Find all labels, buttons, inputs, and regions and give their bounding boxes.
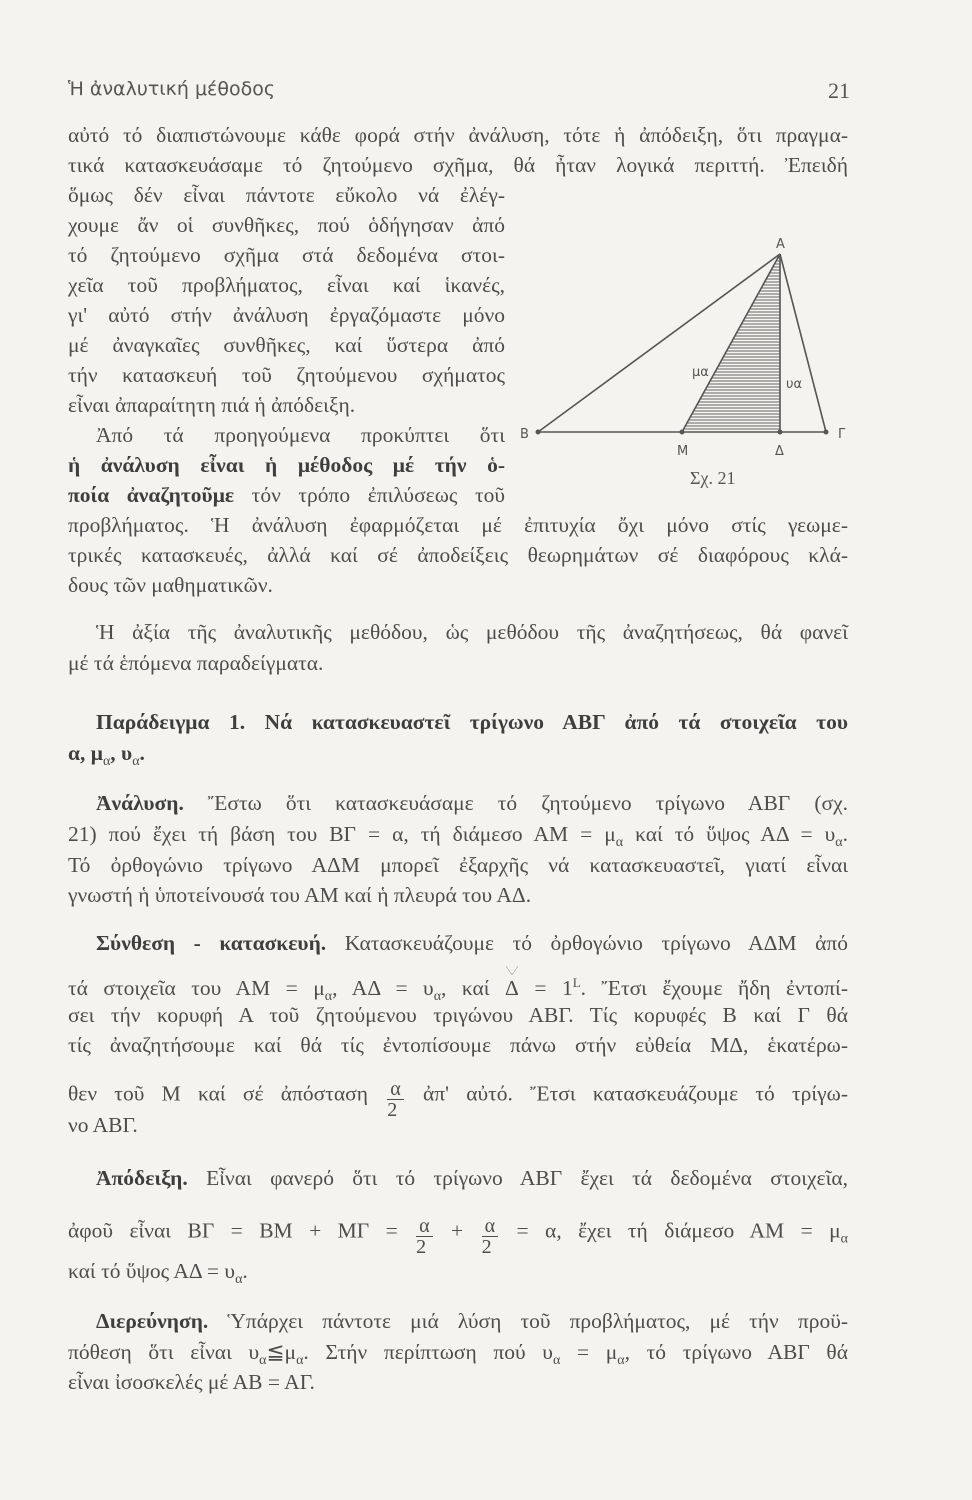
text-run: τίς ἀναζητήσουμε καί θά τίς ἐντοπίσουμε πάνω στήν εὐθεία ΜΔ, ἑκατέρω- — [68, 1033, 848, 1057]
point-m — [680, 430, 685, 435]
text-run: Ὑπάρχει πάντοτε μιά λύση τοῦ προβλήματος, μέ τήν προϋ- — [208, 1309, 848, 1333]
text-line — [68, 572, 848, 598]
text-line — [68, 882, 848, 908]
bold-text: Ἀνάλυση. — [96, 791, 184, 815]
point-g — [824, 430, 829, 435]
label-height: υα — [786, 377, 803, 392]
text-run: = 1 — [518, 976, 573, 1000]
text-run: Ἀπό τά προηγούμενα προκύπτει ὅτι — [96, 423, 505, 447]
text-line — [68, 272, 505, 298]
angle-hat-symbol: Δ — [505, 976, 519, 1000]
subscript: α — [132, 754, 140, 769]
text-run: ≦μ — [266, 1340, 297, 1364]
text-run: , τό τρίγωνο ΑΒΓ θά — [624, 1340, 848, 1364]
figure-21-triangle-diagram — [520, 230, 860, 470]
text-run: 21) πού ἔχει τή βάση του ΒΓ = α, τή διάμεσο ΑΜ = μ — [68, 822, 616, 846]
text-line — [68, 740, 848, 769]
text-line — [68, 182, 505, 208]
fraction-denominator: 2 — [387, 1099, 398, 1121]
text-run: τά στοιχεῖα του ΑΜ = μ — [68, 976, 325, 1000]
bold-text: Ἀπόδειξη. — [96, 1166, 188, 1190]
text-run: γι' αὐτό στήν ἀνάλυση ἐργαζόμαστε μόνο — [68, 303, 505, 327]
text-line — [68, 1339, 848, 1368]
text-run: γνωστή ἡ ὑποτείνουσά του ΑΜ καί ἡ πλευρά του ΑΔ. — [68, 883, 532, 907]
text-run: τόν τρόπο ἐπιλύσεως τοῦ — [234, 483, 505, 507]
text-line — [68, 122, 848, 148]
subscript: α — [296, 1353, 304, 1368]
fraction-denominator: 2 — [481, 1236, 492, 1258]
bold-text: . — [139, 741, 145, 765]
text-run: ἀπ' αὐτό. Ἔτσι κατασκευάζουμε τό τρίγω- — [405, 1081, 848, 1106]
subscript: α — [102, 754, 111, 769]
text-line — [96, 709, 848, 735]
text-line — [96, 790, 848, 816]
label-delta: Δ — [775, 444, 784, 459]
text-line — [68, 821, 848, 850]
text-run: τικά κατασκευάσαμε τό ζητούμενο σχῆμα, θά ἦταν λογικά περιττή. Ἐπειδή — [68, 153, 848, 177]
text-line — [96, 1165, 848, 1191]
text-run: ὅμως δέν εἶναι πάντοτε εὔκολο νά ἐλέγ- — [68, 183, 505, 207]
text-line — [68, 212, 505, 238]
bold-text: ποία ἀναζητοῦμε — [68, 483, 235, 507]
text-line — [68, 1212, 848, 1258]
text-run: . — [842, 822, 848, 846]
label-median: μα — [692, 365, 709, 380]
text-line — [68, 302, 505, 328]
subscript: α — [617, 1353, 625, 1368]
subscript: α — [835, 835, 843, 850]
text-line — [96, 1308, 848, 1334]
text-run: . — [242, 1259, 248, 1283]
text-line — [68, 1369, 848, 1395]
bold-text: α, μ — [68, 741, 103, 765]
point-b — [536, 430, 541, 435]
text-run: Κατασκευάζουμε τό ὀρθογώνιο τρίγωνο ΑΔΜ ἀπό — [326, 931, 848, 955]
text-line — [68, 970, 848, 1004]
fraction — [482, 1216, 498, 1257]
text-run: Ἡ ἀξία τῆς ἀναλυτικῆς μεθόδου, ὡς μεθόδου τῆς ἀναζητήσεως, θά φανεῖ — [96, 620, 848, 644]
text-run: Τό ὀρθογώνιο τρίγωνο ΑΔΜ μπορεῖ ἐξαρχῆς νά κατασκευαστεῖ, γιατί εἶναι — [68, 853, 848, 877]
text-line — [68, 1002, 848, 1028]
text-run: νο ΑΒΓ. — [68, 1113, 138, 1137]
text-run: προβλήματος. Ἡ ἀνάλυση ἐφαρμόζεται μέ ἐπιτυχία ὄχι μόνο στίς γεωμε- — [68, 513, 848, 537]
text-line — [96, 619, 848, 645]
text-run: καί τό ὕψος ΑΔ = υ — [623, 822, 836, 846]
text-run: τρικές κατασκευές, ἀλλά καί σέ ἀποδείξεις θεωρημάτων σέ διαφόρους κλά- — [68, 543, 848, 567]
text-run: χουμε ἄν οἱ συνθῆκες, πού ὁδήγησαν ἀπό — [68, 213, 505, 237]
subscript: α — [324, 989, 333, 1004]
side-ag — [780, 254, 826, 432]
label-a: A — [776, 237, 785, 252]
bold-text: ἡ ἀνάλυση εἶναι ἡ μέθοδος μέ τήν ὁ- — [68, 453, 505, 477]
subscript: α — [552, 1353, 561, 1368]
text-run: . Ἔτσι ἔχουμε ἤδη ἐντοπί- — [580, 976, 848, 1000]
text-line — [68, 852, 848, 878]
text-line — [68, 362, 505, 388]
text-run: τό ζητούμενο σχῆμα στά δεδομένα στοι- — [68, 243, 505, 267]
text-line — [96, 930, 848, 956]
subscript: α — [840, 1231, 848, 1247]
text-run: πόθεση ὅτι εἶναι υ — [68, 1340, 260, 1364]
text-run: = α, ἔχει τή διάμεσο ΑΜ = μ — [500, 1218, 841, 1243]
bold-text: Διερεύνηση. — [96, 1309, 209, 1333]
text-line — [68, 332, 505, 358]
subscript: α — [615, 835, 624, 850]
bold-text: , υ — [110, 741, 133, 765]
text-line — [68, 392, 505, 418]
text-line — [68, 542, 848, 568]
label-m: M — [677, 444, 689, 459]
text-run: Ἔστω ὅτι κατασκευάσαμε τό ζητούμενο τρίγωνο ΑΒΓ (σχ. — [183, 791, 848, 815]
text-run: + — [434, 1218, 480, 1243]
bold-text: Παράδειγμα 1. Νά κατασκευαστεῖ τρίγωνο ΑΒΓ ἀπό τά στοιχεῖα του — [96, 710, 848, 734]
text-run: θεν τοῦ Μ καί σέ ἀπόσταση — [68, 1081, 386, 1106]
text-run: μέ τά ἑπόμενα παραδείγματα. — [68, 651, 324, 675]
text-line — [68, 512, 848, 538]
text-line — [96, 422, 505, 448]
text-run: εἶναι ἰσοσκελές μέ ΑΒ = ΑΓ. — [68, 1370, 315, 1394]
subscript: α — [259, 1353, 267, 1368]
text-line — [68, 452, 505, 478]
text-run: αὐτό τό διαπιστώνουμε κάθε φορά στήν ἀνάλυση, τότε ἡ ἀπόδειξη, ὅτι πραγμα- — [68, 123, 848, 147]
text-line — [68, 242, 505, 268]
text-line — [68, 1258, 848, 1287]
text-run: , ΑΔ = υ — [332, 976, 434, 1000]
text-run: σει τήν κορυφή Α τοῦ ζητούμενου τριγώνου ΑΒΓ. Τίς κορυφές Β καί Γ θά — [68, 1003, 848, 1027]
text-run: , καί — [441, 976, 506, 1000]
text-run: = μ — [560, 1340, 618, 1364]
point-d — [778, 430, 783, 435]
text-run: . Στήν περίπτωση πού υ — [303, 1340, 553, 1364]
text-line — [68, 152, 848, 178]
bold-text: Σύνθεση - κατασκευή. — [96, 931, 327, 955]
text-line — [68, 650, 848, 676]
subscript: α — [433, 989, 442, 1004]
label-gamma: Γ — [838, 427, 846, 442]
text-run: μέ ἀναγκαῖες συνθῆκες, καί ὕστερα ἀπό — [68, 333, 505, 357]
text-run: Εἶναι φανερό ὅτι τό τρίγωνο ΑΒΓ ἔχει τά δεδομένα στοιχεῖα, — [187, 1166, 848, 1190]
text-run: τήν κατασκευή τοῦ ζητούμενου σχήματος — [68, 363, 505, 387]
fraction-numerator: α — [416, 1216, 432, 1237]
fraction-numerator: α — [387, 1079, 403, 1100]
fraction — [416, 1216, 432, 1257]
text-run: ἀφοῦ εἶναι ΒΓ = ΒΜ + ΜΓ = — [68, 1218, 415, 1243]
superscript: L — [572, 975, 581, 990]
fraction-numerator: α — [482, 1216, 498, 1237]
subscript: α — [235, 1272, 243, 1287]
text-line — [68, 482, 505, 508]
text-run: εἶναι ἀπαραίτητη πιά ἡ ἀπόδειξη. — [68, 393, 356, 417]
page-number: 21 — [828, 78, 850, 103]
fraction-denominator: 2 — [416, 1236, 427, 1258]
text-line — [68, 1075, 848, 1121]
text-line — [68, 1112, 848, 1138]
text-run: χεῖα τοῦ προβλήματος, εἶναι καί ἱκανές, — [68, 273, 505, 297]
label-b: B — [520, 427, 529, 442]
text-run: καί τό ὕψος ΑΔ = υ — [68, 1259, 236, 1283]
text-line — [68, 1032, 848, 1058]
running-header-title: Ἡ ἀναλυτική μέθοδος — [68, 78, 275, 100]
figure-caption: Σχ. 21 — [690, 468, 736, 488]
text-run: δους τῶν μαθηματικῶν. — [68, 573, 273, 597]
